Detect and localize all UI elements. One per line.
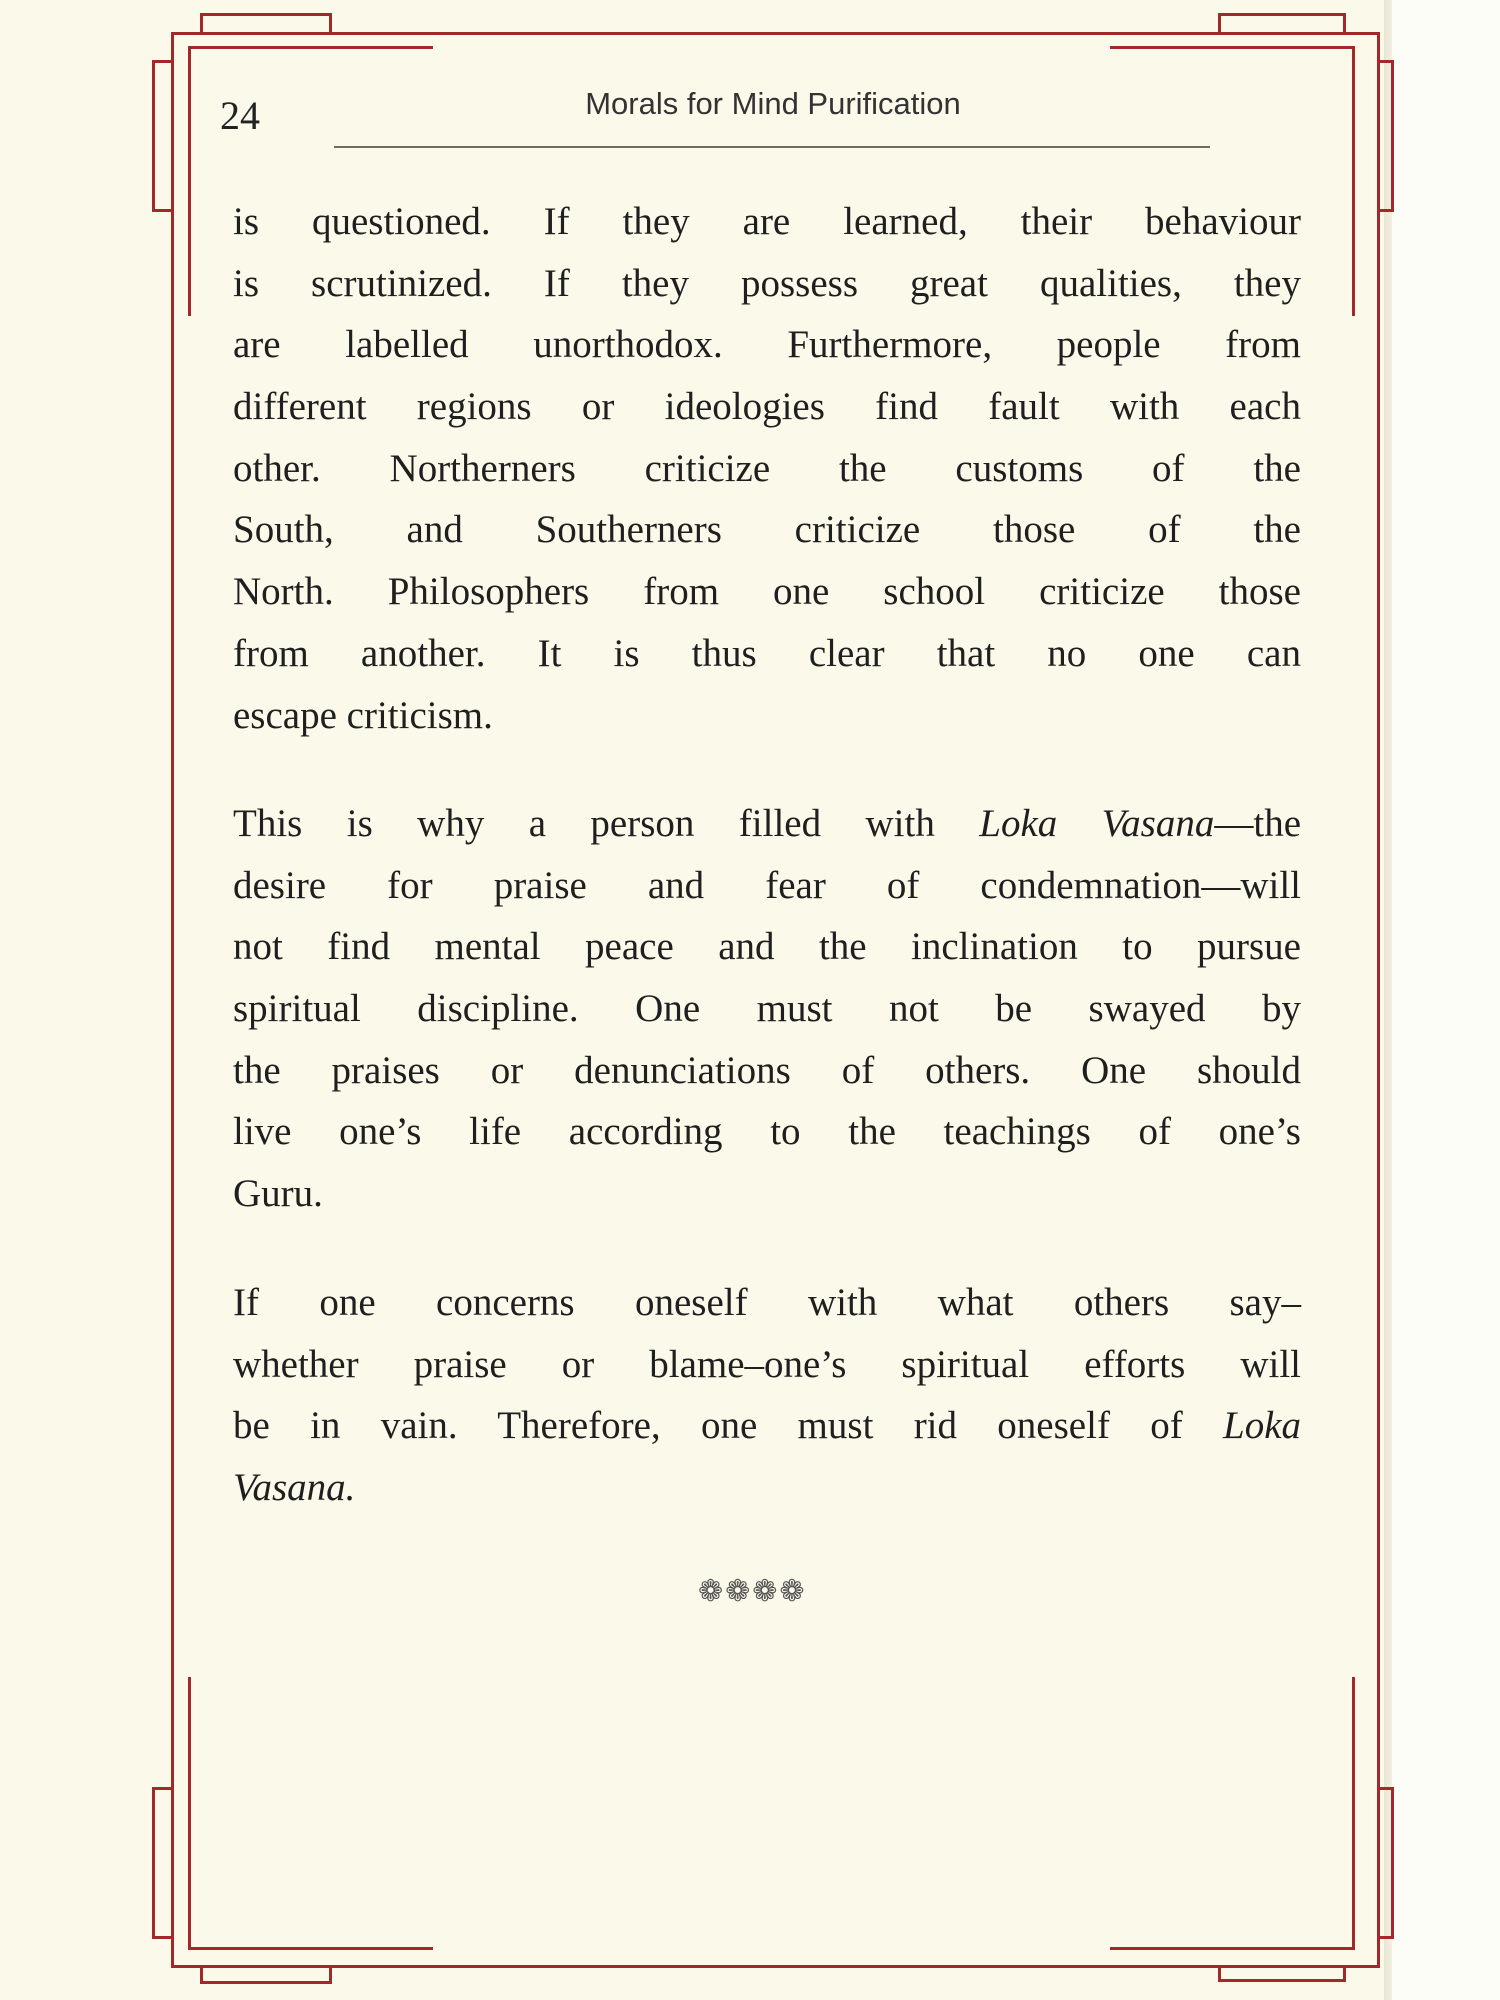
- paragraph-1: [233, 191, 1301, 746]
- text-line: [233, 1395, 1301, 1457]
- text-line: [233, 253, 1301, 315]
- text-segment: live one’s life according to the teachings of one’s: [233, 1110, 1301, 1154]
- text-line: [233, 793, 1301, 855]
- paragraph-3: [233, 1272, 1301, 1519]
- text-line: [233, 855, 1301, 917]
- italic-term: Loka: [1223, 1404, 1301, 1448]
- flower-icon: ❁: [725, 1575, 751, 1608]
- paragraph-2: [233, 793, 1301, 1225]
- flower-icon: ❁: [698, 1575, 724, 1608]
- next-page-edge: [1392, 0, 1500, 2000]
- text-line: [233, 1040, 1301, 1102]
- text-line: [233, 376, 1301, 438]
- italic-term: Vasana.: [233, 1466, 356, 1510]
- text-line: [233, 916, 1301, 978]
- text-segment: be in vain. Therefore, one must rid oneself of: [233, 1404, 1223, 1448]
- text-line: [233, 1163, 1301, 1225]
- italic-term: Loka Vasana: [979, 802, 1215, 845]
- text-line: [233, 1457, 1301, 1519]
- text-segment: is questioned. If they are learned, their behaviour: [233, 200, 1301, 243]
- text-segment: desire for praise and fear of condemnation—will: [233, 863, 1301, 907]
- text-segment: the praises or denunciations of others. One should: [233, 1048, 1301, 1092]
- text-segment: North. Philosophers from one school criticize those: [233, 570, 1301, 614]
- text-line: [233, 438, 1301, 500]
- text-segment: whether praise or blame–one’s spiritual efforts will: [233, 1342, 1301, 1386]
- text-segment: Guru.: [233, 1172, 323, 1216]
- text-line: [233, 1334, 1301, 1396]
- running-header-title: Morals for Mind Purification: [585, 86, 961, 121]
- text-segment: If one concerns oneself with what others say–: [233, 1281, 1301, 1324]
- text-line: [233, 978, 1301, 1040]
- text-segment: spiritual discipline. One must not be swayed by: [233, 987, 1301, 1031]
- flower-icon: ❁: [752, 1575, 778, 1608]
- text-line: [233, 191, 1301, 253]
- text-segment: are labelled unorthodox. Furthermore, people from: [233, 323, 1301, 367]
- text-line: [233, 561, 1301, 623]
- text-segment: not find mental peace and the inclination to pursue: [233, 925, 1301, 969]
- text-segment: This is why a person filled with: [233, 802, 980, 845]
- flower-icon: ❁: [779, 1575, 805, 1608]
- text-segment: is scrutinized. If they possess great qualities, they: [233, 261, 1301, 305]
- text-line: [233, 623, 1301, 685]
- page-number: 24: [220, 93, 260, 138]
- text-segment: escape criticism.: [233, 693, 493, 737]
- text-segment: from another. It is thus clear that no one can: [233, 631, 1301, 675]
- text-line: [233, 1101, 1301, 1163]
- text-line: [233, 314, 1301, 376]
- text-line: [233, 1272, 1301, 1334]
- text-line: [233, 499, 1301, 561]
- text-segment: different regions or ideologies find fault with each: [233, 385, 1301, 429]
- header-rule: [334, 146, 1210, 148]
- flower-ornament-icon: [698, 1577, 805, 1607]
- text-line: [233, 685, 1301, 747]
- text-segment: —the: [1214, 802, 1302, 845]
- text-segment: South, and Southerners criticize those of the: [233, 508, 1301, 552]
- text-segment: other. Northerners criticize the customs of the: [233, 446, 1301, 490]
